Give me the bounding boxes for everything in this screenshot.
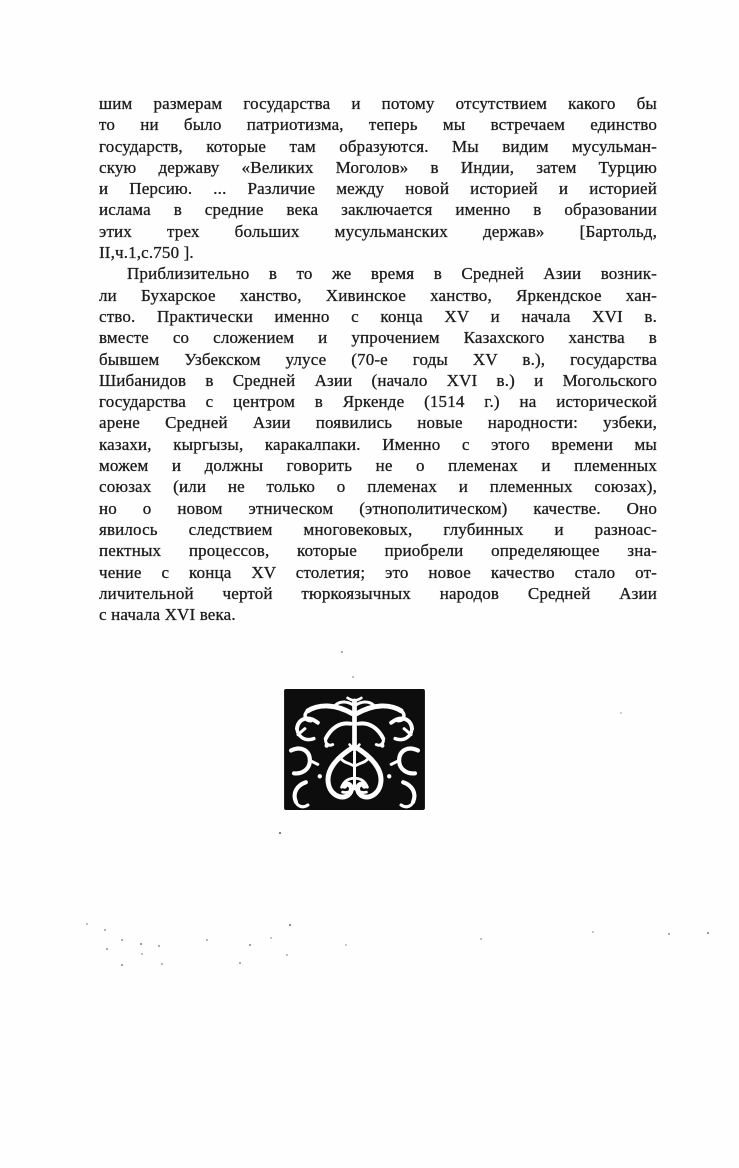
text-line: государств, которые там образуются. Мы видим мусульман- — [99, 136, 657, 156]
text-line: союзах (или не только о племенах и племенных союзах), — [99, 477, 657, 497]
text-line: казахи, кыргызы, каракалпаки. Именно с этого времени мы — [99, 434, 657, 454]
text-line: вместе со сложением и упрочением Казахского ханства в — [99, 328, 657, 348]
text-line: государства с центром в Яркенде (1514 г.) на исторической — [99, 392, 657, 412]
paragraph-2 — [99, 263, 657, 625]
text-line: арене Средней Азии появились новые народности: узбеки, — [99, 413, 657, 433]
text-line: пектных процессов, которые приобрели определяющее зна- — [99, 541, 657, 561]
tailpiece-ornament — [284, 689, 425, 810]
text-line: ство. Практически именно с конца XV и начала XVI в. — [99, 306, 657, 326]
text-line: II,ч.1,с.750 ]. — [99, 243, 194, 263]
text-line: Приблизительно в то же время в Средней Азии возник- — [127, 264, 657, 284]
text-line: можем и должны говорить не о племенах и племенных — [99, 456, 657, 476]
paragraph-1 — [99, 93, 657, 263]
text-line: явилось следствием многовековых, глубинных и разноас- — [99, 519, 657, 539]
text-line: бывшем Узбекском улусе (70-е годы XV в.), государства — [99, 349, 657, 369]
text-line: но о новом этническом (этнополитическом) качестве. Оно — [99, 498, 657, 518]
arabesque-ornament-icon — [284, 689, 425, 810]
text-line: с начала XVI века. — [99, 605, 236, 625]
text-line: шим размерам государства и потому отсутствием какого бы — [99, 94, 657, 113]
text-line: Шибанидов в Средней Азии (начало XVI в.) и Могольского — [99, 370, 657, 390]
text-line: и Персию. ... Различие между новой историей и историей — [99, 179, 657, 199]
body-text — [99, 93, 657, 625]
text-line: этих трех больших мусульманских держав» [Бартольд, — [99, 221, 657, 241]
text-line: то ни было патриотизма, теперь мы встречаем единство — [99, 115, 657, 135]
text-line: чение с конца XV столетия; это новое качество стало от- — [99, 562, 657, 582]
text-line: личительной чертой тюркоязычных народов Средней Азии — [99, 583, 657, 603]
scan-noise — [0, 0, 2, 2]
text-line: скую державу «Великих Моголов» в Индии, затем Турцию — [99, 157, 657, 177]
text-line: ислама в средние века заключается именно в образовании — [99, 200, 657, 220]
text-line: ли Бухарское ханство, Хивинское ханство, Яркендское хан- — [99, 285, 657, 305]
